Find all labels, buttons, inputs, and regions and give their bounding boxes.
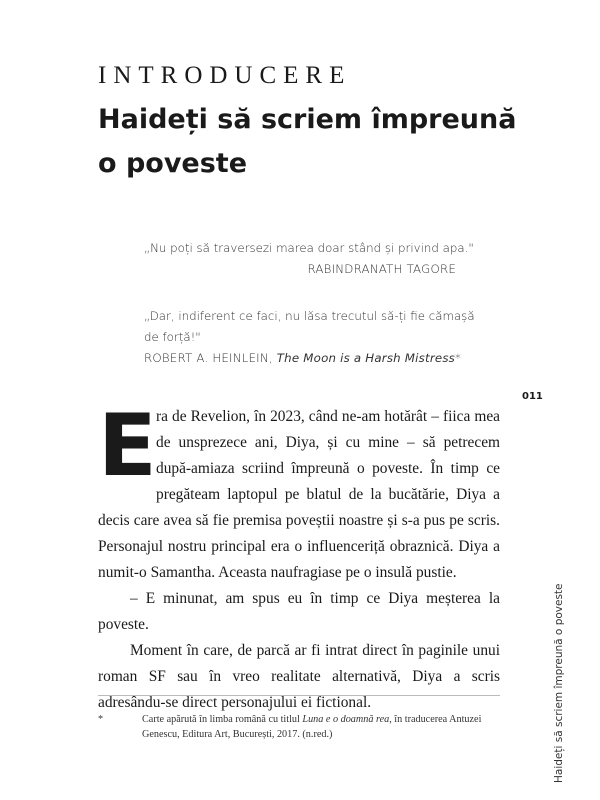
epigraph-quote: „Nu poți să traversezi marea doar stând și privind apa." xyxy=(144,241,474,255)
footnote-reference: * xyxy=(455,351,462,365)
epigraph-work-title: The Moon is a Harsh Mistress xyxy=(276,351,456,365)
footnote-text-after: , în traducerea Antuzei Genescu, Editura Art, București, 2017. (n.red.) xyxy=(142,714,482,740)
footnote-text xyxy=(142,712,500,742)
epigraph-author: RABINDRANATH TAGORE xyxy=(307,262,456,276)
dropcap: E xyxy=(98,396,157,496)
footnote-book-title: Luna e o doamnă rea xyxy=(302,714,390,725)
epigraph-attribution xyxy=(144,348,484,369)
body-paragraph xyxy=(98,396,500,586)
page-number: 011 xyxy=(522,391,543,402)
epigraph-tagore xyxy=(144,238,484,280)
footnote xyxy=(98,712,500,742)
chapter-eyebrow: INTRODUCERE xyxy=(98,62,352,89)
running-head: Haideți să scriem împreună o poveste xyxy=(553,583,565,783)
body-paragraph: – E minunat, am spus eu în timp ce Diya meșterea la poveste. xyxy=(98,590,500,633)
epigraph-quote: „Dar, indiferent ce faci, nu lăsa trecutul să-ți fie cămașă de forță!" xyxy=(144,309,475,344)
footnote-divider xyxy=(98,695,500,696)
footnote-marker: * xyxy=(98,714,104,725)
epigraph-author: ROBERT A. HEINLEIN, xyxy=(144,351,273,365)
epigraph-heinlein xyxy=(144,306,484,369)
body-paragraph: Moment în care, de parcă ar fi intrat direct în paginile unui roman SF sau în vreo realitate alternativă, Diya a scris adresându-se direct personajului ei fictional. xyxy=(98,642,500,711)
body-text xyxy=(98,396,500,716)
paragraph-text: ra de Revelion, în 2023, când ne-am hotărât – fiica mea de unsprezece ani, Diya, și cu mine – să petrecem după-amiaza scriind împreună o poveste. În timp ce pregăteam laptopul pe blatul de la bucătărie, Diya a decis care avea să fie premisa poveștii noastre și s-a pus pe scris. Personajul nostru principal era o influenceriță obraznică. Diya a numit-o Samantha. Aceasta naufragiase pe o insulă pustie. xyxy=(98,408,500,581)
footnote-text-before: Carte apărută în limba română cu titlul xyxy=(142,714,300,725)
chapter-title: Haideți să scriem împreună o poveste xyxy=(98,104,517,179)
